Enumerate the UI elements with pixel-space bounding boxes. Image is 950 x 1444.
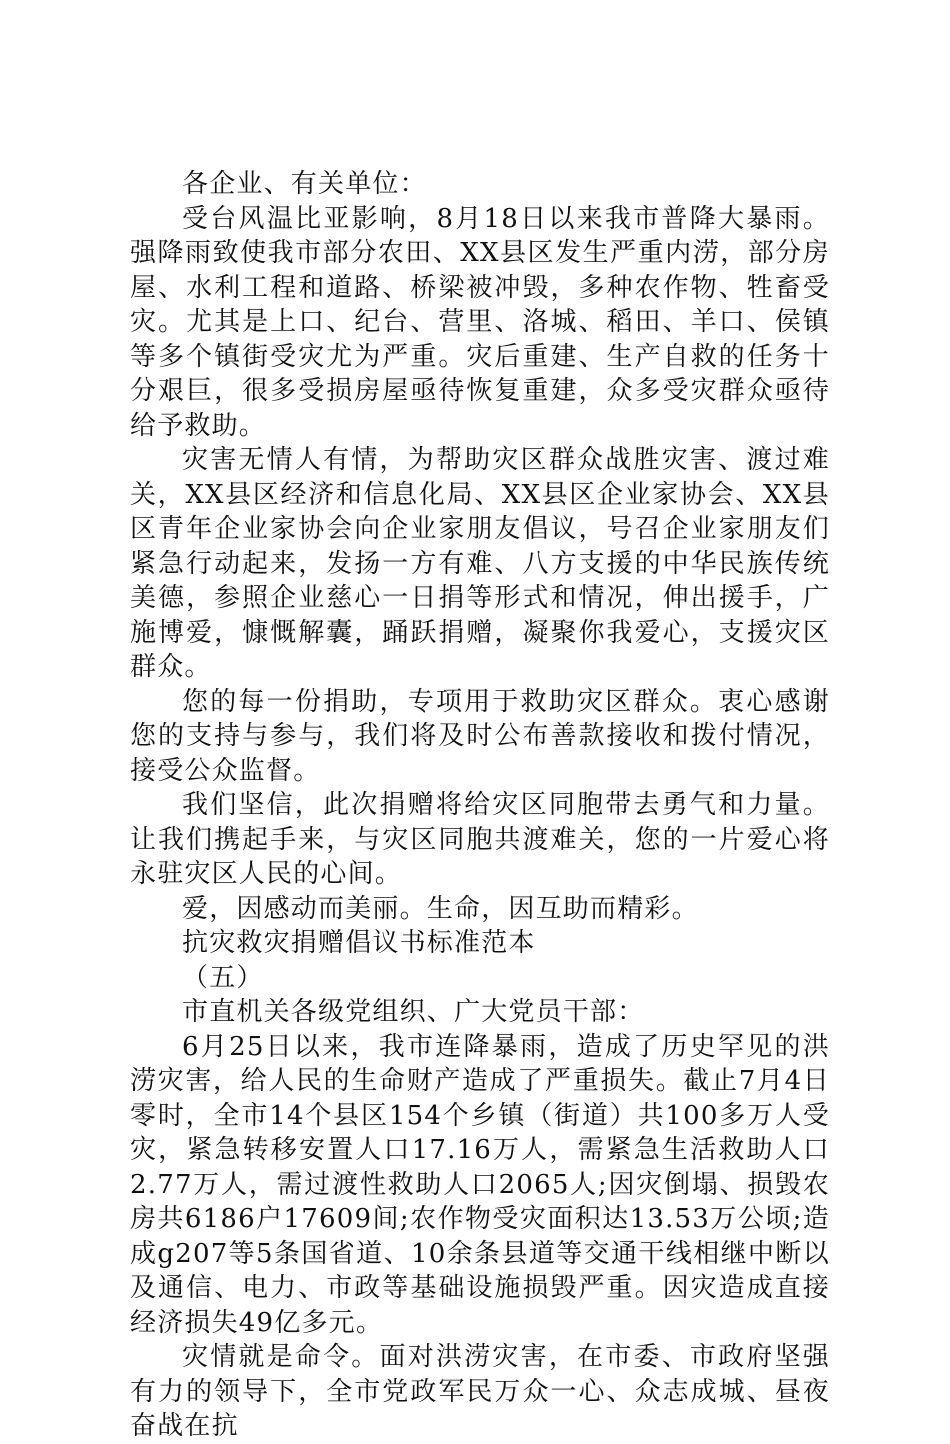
paragraph-disaster-command: 灾情就是命令。面对洪涝灾害，在市委、市政府坚强有力的领导下，全市党政军民万众一心、众志成城、昼夜奋战在抗 [130,1342,830,1441]
paragraph-donation-use: 您的每一份捐助，专项用于救助灾区群众。衷心感谢您的支持与参与，我们将及时公布善款接收和拨付情况，接受公众监督。 [130,686,830,786]
paragraph-call-to-action: 灾害无情人有情，为帮助灾区群众战胜灾害、渡过难关，XX县区经济和信息化局、XX县区企业家协会、XX县区青年企业家协会向企业家朋友倡议，号召企业家朋友们紧急行动起来，发扬一方有难、八方支援的中华民族传统美德，参照企业慈心一日捐等形式和情况，伸出援手，广施博爱，慷慨解囊，踊跃捐赠，凝聚你我爱心，支援灾区群众。 [130,445,830,682]
paragraph-slogan: 爱，因感动而美丽。生命，因互助而精彩。 [182,893,699,924]
salutation-party-organizations: 市直机关各级党组织、广大党员干部： [182,997,645,1027]
paragraph-flood-statistics: 6月25日以来，我市连降暴雨，造成了历史罕见的洪涝灾害，给人民的生命财产造成了严重损失。截止7月4日零时，全市14个县区154个乡镇（街道）共100多万人受灾，紧急转移安置人口17.16万人，需紧急生活救助人口2.77万人，需过渡性救助人口2065人;因灾倒塌、损毁农房共6186户17609间;农作物受灾面积达13.53万公顷;造成g207等5条国省道、10余条县道等交通干线相继中断以及通信、电力、市政等基础设施损毁严重。因灾造成直接经济损失49亿多元。 [130,1031,830,1338]
document-page [130,167,830,1444]
paragraph-belief: 我们坚信，此次捐赠将给灾区同胞带去勇气和力量。让我们携起手来，与灾区同胞共渡难关，您的一片爱心将永驻灾区人民的心间。 [130,790,830,889]
paragraph-typhoon-impact: 受台风温比亚影响，8月18日以来我市普降大暴雨。强降雨致使我市部分农田、XX县区发生严重内涝，部分房屋、水利工程和道路、桥梁被冲毁，多种农作物、牲畜受灾。尤其是上口、纪台、营里、洛城、稻田、羊口、侯镇等多个镇街受灾尤为严重。灾后重建、生产自救的任务十分艰巨，很多受损房屋亟待恢复重建，众多受灾群众亟待给予救助。 [130,203,830,441]
section-title: 抗灾救灾捐赠倡议书标准范本 [182,928,536,958]
section-number: （五） [182,962,264,993]
salutation-enterprises: 各企业、有关单位： [182,169,427,199]
